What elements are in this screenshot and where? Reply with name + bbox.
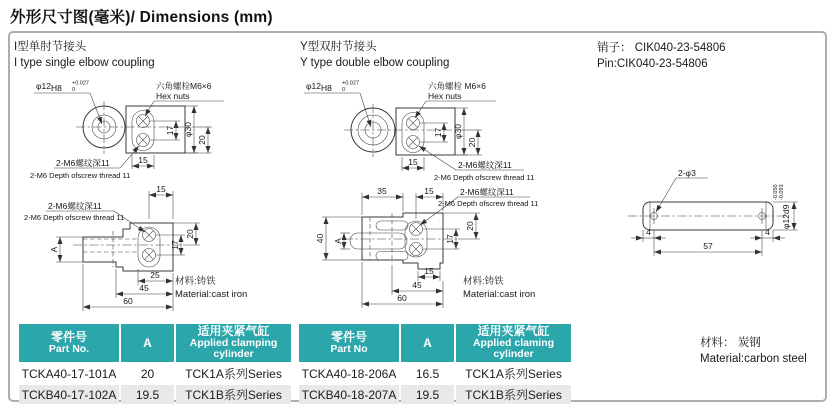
col-a: A <box>401 324 454 362</box>
dim-17-label: 17 <box>445 234 455 244</box>
part-no-cell: TCKB40-18-207A <box>299 385 399 404</box>
i-type-title-zh: I型单肘节接头 <box>14 41 87 53</box>
pin-part-number <box>597 40 725 72</box>
y-type-material-note <box>463 276 535 302</box>
y-side-thread-label <box>420 187 538 225</box>
y-top-thread-label <box>419 146 534 182</box>
part-no-cell: TCKA40-17-101A <box>19 364 119 383</box>
i-top-dim-15 <box>132 155 154 169</box>
dim-15-label: 15 <box>156 184 166 194</box>
col-a: A <box>121 324 174 362</box>
dim-25-label: 25 <box>150 270 160 280</box>
y-type-title-en: Y type double elbow coupling <box>300 56 450 69</box>
applied-zh: 适用夹紧气缸 <box>197 324 270 339</box>
dim-20-label: 20 <box>197 135 207 145</box>
table-row <box>19 385 291 404</box>
pin-holes-label <box>656 168 708 212</box>
i-side-thread-label <box>24 201 145 232</box>
i-side-body <box>73 223 183 271</box>
table-header-row <box>299 324 571 362</box>
thread-label-zh: 2-M6螺纹深11 <box>460 187 514 197</box>
dim-17-label: 17 <box>170 240 180 250</box>
col-applied <box>456 324 571 362</box>
material-en: Material:cast iron <box>463 288 536 300</box>
i-type-title-en: I type single elbow coupling <box>14 56 155 69</box>
table-header-row <box>19 324 291 362</box>
part-no-zh: 零件号 <box>330 329 367 344</box>
i-top-dim-17 <box>150 121 180 140</box>
pin-dim-4-right <box>750 227 785 256</box>
dim-4-left-label: 4 <box>646 227 651 237</box>
dim-35-label: 35 <box>377 186 387 196</box>
applied-en: Applied clamping cylinder <box>189 337 278 361</box>
applied-en: Applied claming cylinder <box>472 337 555 361</box>
thread-label-zh: 2-M6螺纹深11 <box>458 160 512 170</box>
shaft-tol-upper: +0.027 <box>72 80 89 87</box>
y-side-dim-15-bottom <box>418 266 440 281</box>
applied-cell: TCK1B系列Series <box>176 385 291 404</box>
y-top-dim-15 <box>402 157 424 171</box>
thread-label-en: 2-M6 Depth ofscrew thread 11 <box>434 173 535 182</box>
dim-45-label: 45 <box>139 283 149 293</box>
dim-15-label: 15 <box>408 157 418 167</box>
pin-dim-57 <box>654 241 762 252</box>
thread-label-en: 2-M6 Depth ofscrew thread 11 <box>24 213 125 222</box>
dim-40-label: 40 <box>315 233 325 244</box>
hex-bolt-label-zh: 六角螺栓 M6×6 <box>428 81 486 91</box>
y-side-body <box>344 213 458 269</box>
shaft-tol-lower: 0 <box>342 87 346 93</box>
pin-dim-4-left <box>631 227 666 256</box>
pin-holes-callout: 2-φ3 <box>678 168 696 178</box>
y-side-dim-35 <box>362 186 403 215</box>
y-type-top-view-drawing <box>298 78 553 188</box>
pin-dia-label: φ12d9 <box>781 204 791 229</box>
dim-15-top-label: 15 <box>424 186 434 196</box>
hex-bolt-label-en: Hex nuts <box>428 91 462 101</box>
dim-60-label: 60 <box>397 293 407 303</box>
part-no-en: Part No. <box>48 342 90 355</box>
dim-4-right-label: 4 <box>765 227 770 237</box>
i-side-dim-15-top <box>149 184 173 219</box>
material-en: Material:cast iron <box>175 288 248 300</box>
i-top-thread-label <box>30 146 139 180</box>
col-applied <box>176 324 291 362</box>
table-row <box>299 385 571 404</box>
shaft-tol-upper: +0.027 <box>342 80 359 87</box>
part-no-cell: TCKB40-17-102A <box>19 385 119 404</box>
y-type-side-view-drawing <box>298 183 558 323</box>
applied-cell: TCK1A系列Series <box>176 364 291 383</box>
thread-label-en: 2-M6 Depth ofscrew thread 11 <box>30 171 131 180</box>
dim-60-label: 60 <box>123 296 133 306</box>
pin-number-zh: 销子： CIK040-23-54806 <box>597 42 726 54</box>
applied-cell: TCK1A系列Series <box>456 364 571 383</box>
y-type-spec-table <box>297 322 573 406</box>
i-top-shaft-label <box>34 81 102 125</box>
table-row <box>19 364 291 383</box>
dim-15-label: 15 <box>138 155 148 165</box>
dim-20-label: 20 <box>185 229 195 239</box>
part-no-cell: TCKA40-18-206A <box>299 364 399 383</box>
shaft-dia-label: φ12H8 <box>36 81 62 93</box>
thread-label-zh: 2-M6螺纹深11 <box>56 158 110 168</box>
i-type-section-title <box>14 40 155 71</box>
dim-phi30-label: φ30 <box>453 124 463 139</box>
part-no-zh: 零件号 <box>50 329 87 344</box>
pin-body <box>628 202 788 230</box>
thread-label-en: 2-M6 Depth ofscrew thread 11 <box>438 199 539 208</box>
pin-number-en: Pin:CIK040-23-54806 <box>597 58 708 71</box>
dim-45-label: 45 <box>412 280 422 290</box>
i-type-spec-table <box>17 322 293 406</box>
a-cell: 19.5 <box>121 385 174 404</box>
pin-material-note <box>700 336 807 367</box>
y-top-block <box>396 108 455 155</box>
y-side-dim-A <box>333 233 350 249</box>
material-en: Material:carbon steel <box>700 352 807 365</box>
col-part-no <box>19 324 119 362</box>
applied-zh: 适用夹紧气缸 <box>477 324 550 339</box>
applied-cell: TCK1B系列Series <box>456 385 571 404</box>
pin-drawing <box>588 150 828 265</box>
i-side-dim-A <box>49 237 83 262</box>
dim-phi30-label: φ30 <box>183 122 193 137</box>
dim-A-label: A <box>49 246 59 253</box>
dim-17-label: 17 <box>433 127 443 138</box>
y-type-section-title <box>300 40 449 71</box>
dim-15-bottom-label: 15 <box>424 266 434 276</box>
dim-20-label: 20 <box>467 137 477 148</box>
i-side-dim-45 <box>116 269 173 298</box>
part-no-en: Part No <box>330 342 368 355</box>
y-type-title-zh: Y型双肘节接头 <box>300 41 377 53</box>
thread-label-zh: 2-M6螺纹深11 <box>48 201 102 211</box>
pin-tol-lower: -0.093 <box>779 184 785 200</box>
material-zh: 材料： 炭钢 <box>700 337 761 349</box>
a-cell: 16.5 <box>401 364 454 383</box>
pin-tol-upper: -0.050 <box>773 184 779 200</box>
i-type-side-view-drawing <box>18 183 278 323</box>
hex-bolt-label-zh: 六角螺栓M6×6 <box>156 81 212 91</box>
material-zh: 材料:铸铁 <box>463 276 504 287</box>
shaft-dia-label: φ12H8 <box>306 81 332 93</box>
col-part-no <box>299 324 399 362</box>
i-type-material-note <box>175 276 247 302</box>
pin-dim-dia <box>773 184 798 230</box>
page-title: 外形尺寸图(毫米)/ Dimensions (mm) <box>10 9 273 26</box>
i-type-top-view-drawing <box>28 78 273 183</box>
shaft-tol-lower: 0 <box>72 87 76 93</box>
dim-57-label: 57 <box>703 241 713 251</box>
material-zh: 材料:铸铁 <box>175 276 216 287</box>
a-cell: 19.5 <box>401 385 454 404</box>
y-top-shaft-label <box>304 81 371 128</box>
dim-A-label: A <box>333 238 343 244</box>
a-cell: 20 <box>121 364 174 383</box>
dim-17-label: 17 <box>165 125 175 136</box>
table-row <box>299 364 571 383</box>
dim-20-label: 20 <box>465 221 475 231</box>
hex-bolt-label-en: Hex nuts <box>156 91 190 101</box>
